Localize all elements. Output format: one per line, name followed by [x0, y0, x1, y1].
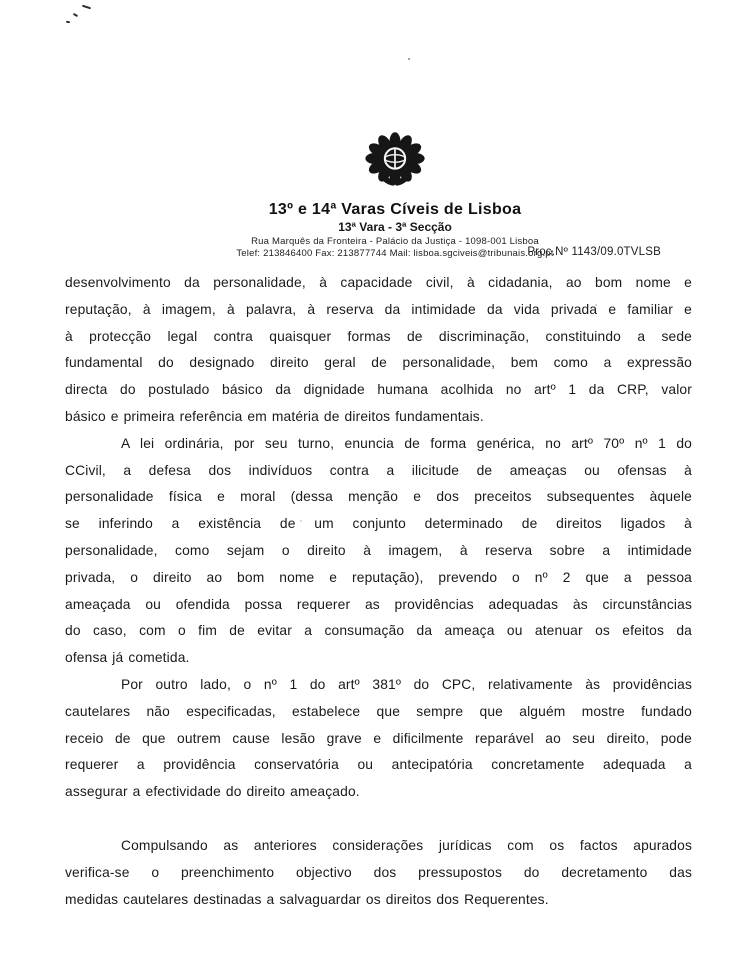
court-address: Rua Marquês da Fronteira - Palácio da Justiça - 1098-001 Lisboa: [251, 236, 539, 247]
text-line: fundamental do designado direito geral de personalidade, bem como a expressão: [65, 355, 692, 371]
text-line: à protecção legal contra quaisquer formas de discriminação, constituindo a sede: [65, 328, 692, 344]
text-line: assegurar a efectividade do direito ameaçado.: [65, 784, 360, 800]
text-line: privada, o direito ao bom nome e reputação), prevendo o nº 2 que a pessoa: [65, 569, 692, 585]
text-line: do caso, com o fim de evitar a consumação da ameaça ou atenuar os efeitos da: [65, 623, 692, 639]
pen-mark: [66, 21, 70, 24]
scan-speckle: [408, 58, 410, 60]
paragraph: [65, 833, 692, 913]
text-line: Por outro lado, o nº 1 do artº 381º do CPC, relativamente às providências: [121, 676, 692, 692]
text-line: A lei ordinária, por seu turno, enuncia de forma genérica, no artº 70º nº 1 do: [121, 435, 692, 451]
text-line: desenvolvimento da personalidade, à capacidade civil, à cidadania, ao bom nome e: [65, 275, 692, 290]
text-line: cautelares não especificadas, estabelece que sempre que alguém mostre fundado: [65, 703, 692, 719]
text-line: personalidade física e moral (dessa menção e dos preceitos subsequentes àquele: [65, 489, 692, 505]
text-line: requerer a providência conservatória ou antecipatória concretamente adequada a: [65, 757, 692, 773]
pen-mark: [82, 5, 91, 10]
text-line: Compulsando as anteriores considerações jurídicas com os factos apurados: [121, 837, 692, 853]
text-line: reputação, à imagem, à palavra, à reserva da intimidade da vida privada e familiar e: [65, 301, 692, 317]
body-text: [65, 270, 692, 913]
text-line: básico e primeira referência em matéria de direitos fundamentais.: [65, 408, 484, 424]
text-line: ofensa já cometida.: [65, 650, 190, 666]
text-line: CCivil, a defesa dos indivíduos contra a ilicitude de ameaças ou ofensas à: [65, 462, 692, 478]
paragraph: [65, 431, 692, 672]
pen-mark: [73, 13, 78, 17]
court-contacts: Telef: 213846400 Fax: 213877744 Mail: lisboa.sgciveis@tribunais.org.pt: [236, 248, 554, 259]
text-line: medidas cautelares destinadas a salvaguardar os direitos dos Requerentes.: [65, 891, 549, 907]
paragraph: [65, 270, 692, 431]
process-number: Proc.Nº 1143/09.0TVLSB: [527, 246, 661, 258]
court-subtitle: 13ª Vara - 3ª Secção: [338, 220, 452, 234]
court-letterhead: [0, 128, 750, 259]
portugal-coat-of-arms-icon: [351, 128, 439, 194]
text-line: ameaçada ou ofendida possa requerer as providências adequadas às circunstâncias: [65, 596, 692, 612]
text-line: personalidade, como sejam o direito à imagem, à reserva sobre a intimidade: [65, 542, 692, 558]
text-line: receio de que outrem cause lesão grave e dificilmente reparável ao seu direito, pode: [65, 730, 692, 746]
text-line: directa do postulado básico da dignidade humana acolhida no artº 1 da CRP, valor: [65, 382, 692, 398]
court-title: 13º e 14ª Varas Cíveis de Lisboa: [268, 201, 522, 218]
text-line: se inferindo a existência de um conjunto determinado de direitos ligados à: [65, 516, 692, 532]
text-line: verifica-se o preenchimento objectivo dos pressupostos do decretamento das: [65, 864, 692, 880]
paragraph: [65, 672, 692, 806]
